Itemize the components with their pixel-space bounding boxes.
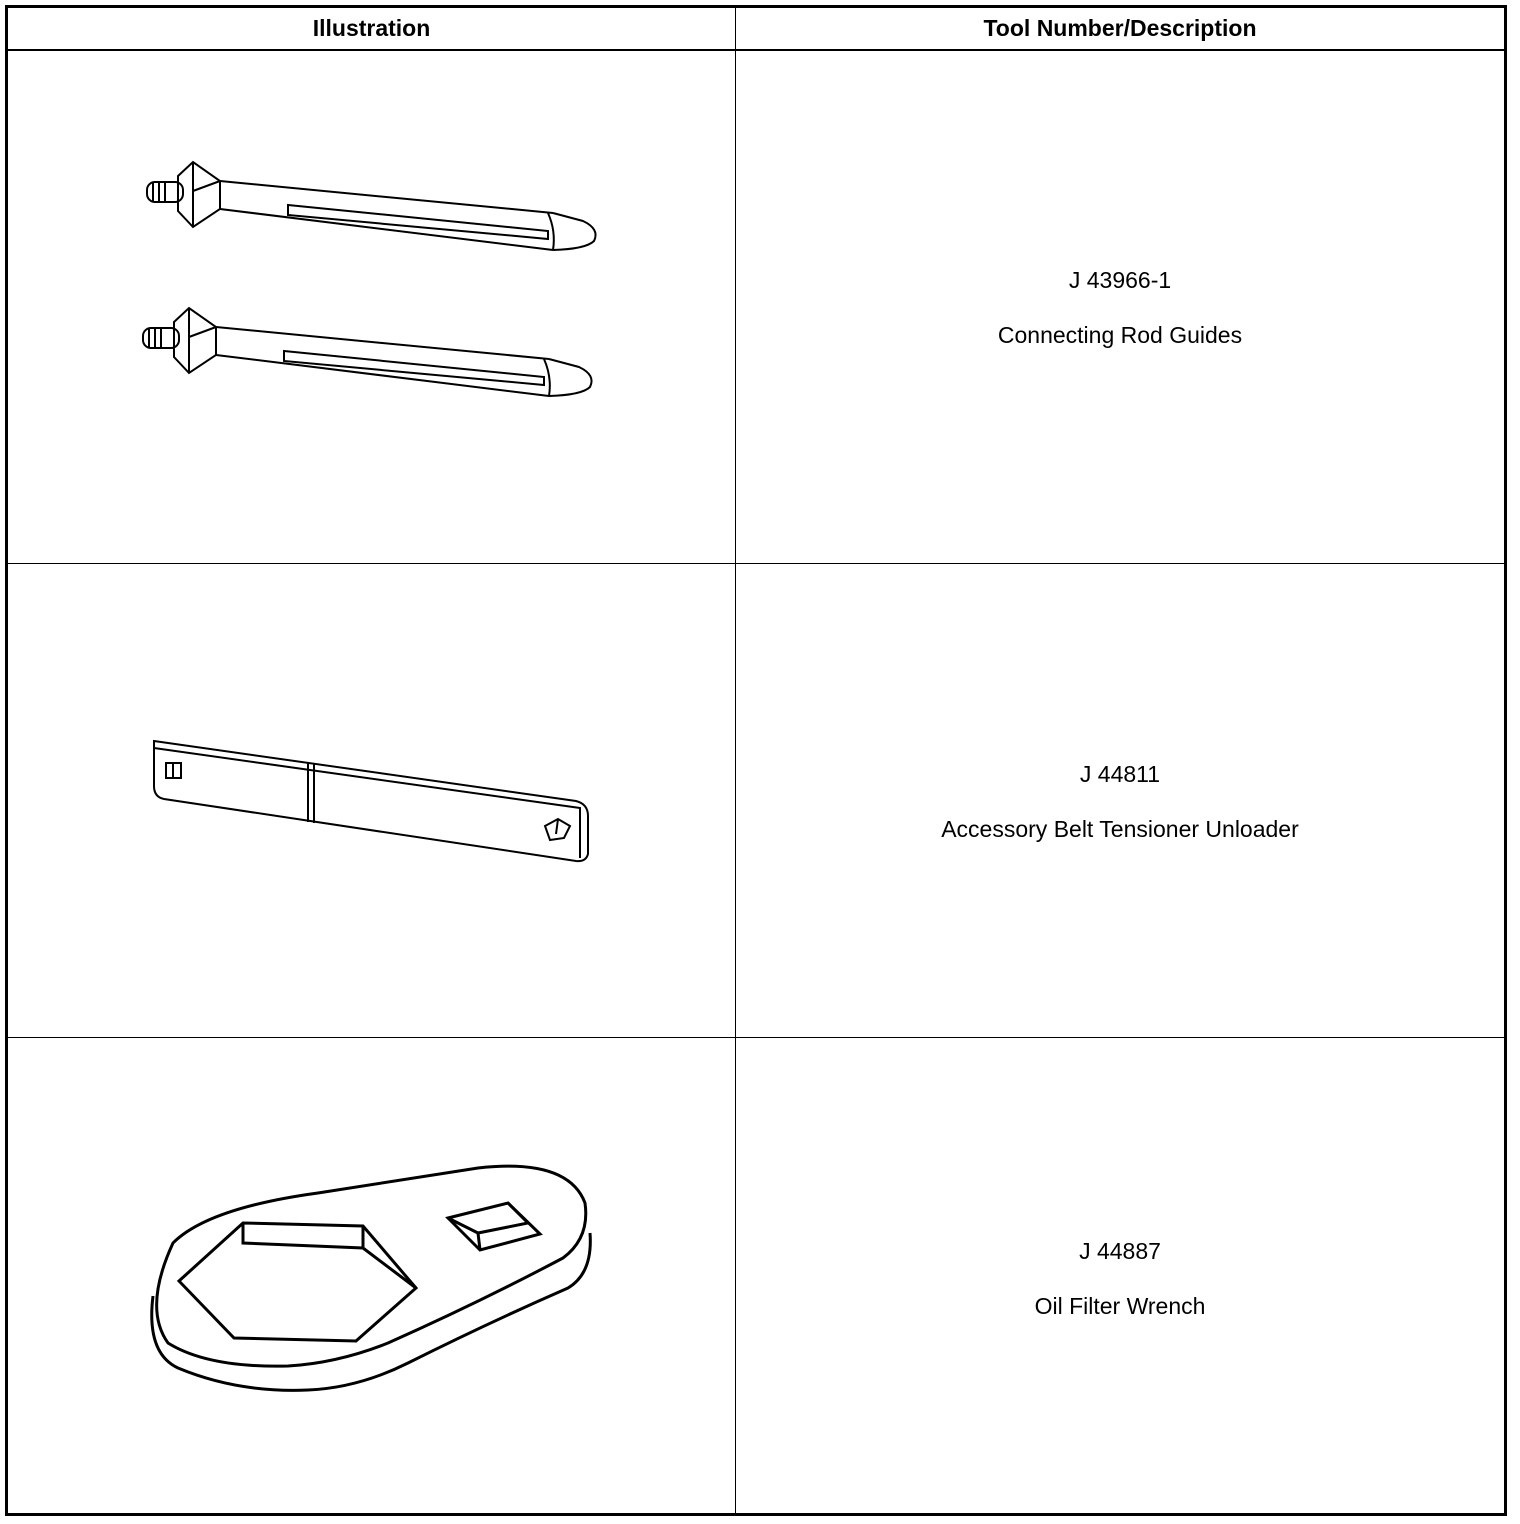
table-row-illustration — [8, 1038, 735, 1515]
tool-description: Oil Filter Wrench — [1034, 1293, 1206, 1319]
header-illustration: Illustration — [312, 15, 431, 41]
header-tool-description: Tool Number/Description — [983, 15, 1257, 41]
table-row — [736, 266, 1504, 349]
table-row — [736, 760, 1504, 843]
oil-filter-wrench-icon — [8, 1038, 735, 1515]
tool-number: J 44811 — [1079, 761, 1161, 787]
tool-description: Accessory Belt Tensioner Unloader — [941, 816, 1299, 842]
tool-description: Connecting Rod Guides — [997, 322, 1243, 348]
belt-tensioner-unloader-icon — [8, 564, 735, 1037]
tool-number: J 44887 — [1079, 1238, 1161, 1264]
tool-number: J 43966-1 — [1068, 267, 1172, 293]
table-row-illustration — [8, 51, 735, 563]
special-tools-table — [5, 5, 1507, 1516]
table-row — [736, 1237, 1504, 1320]
table-row-illustration — [8, 564, 735, 1037]
connecting-rod-guides-icon — [8, 51, 735, 563]
